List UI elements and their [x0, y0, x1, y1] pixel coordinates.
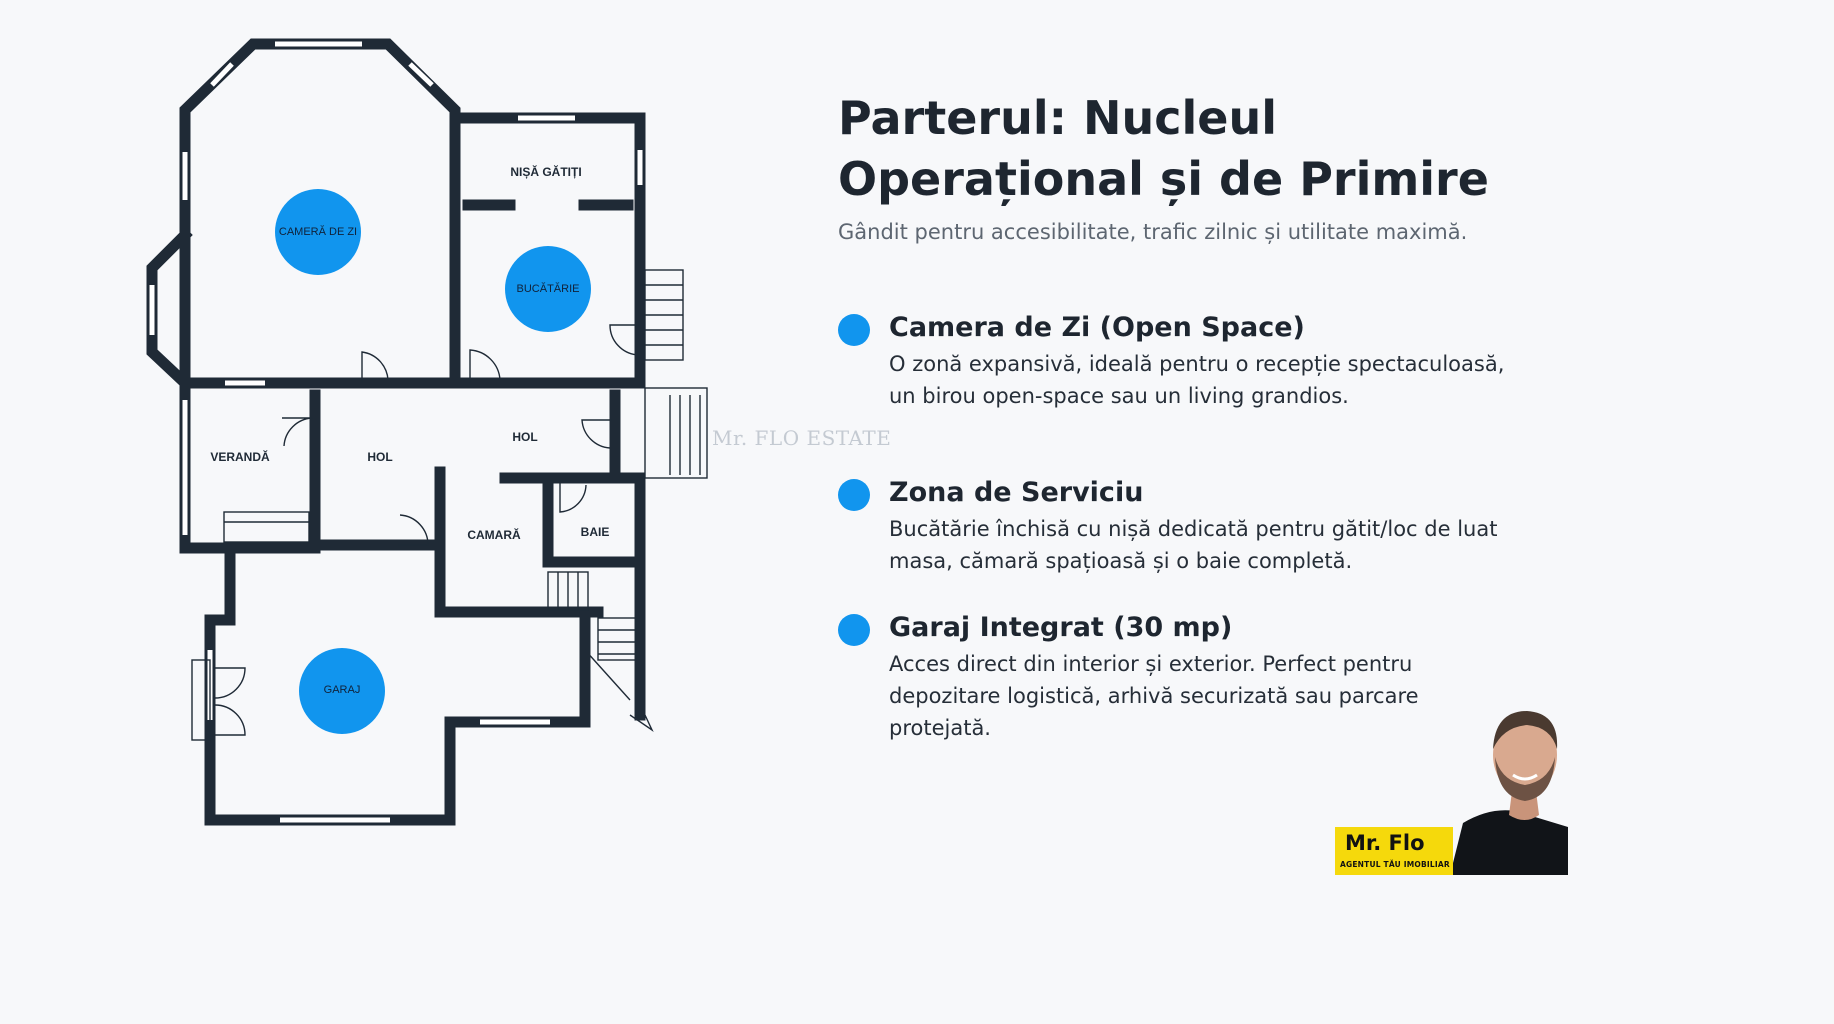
feature-zona-de-serviciu: [838, 475, 1518, 577]
floor-plan-drawing: [0, 0, 760, 875]
subtitle: Gândit pentru accesibilitate, trafic zilnic și utilitate maximă.: [838, 220, 1468, 244]
feature-description: O zonă expansivă, ideală pentru o recepție spectaculoasă, un birou open-space sau un living grandios.: [889, 352, 1505, 408]
door-swing: [560, 483, 586, 512]
wall-hall-outer: [185, 383, 315, 548]
agent-tagline: AGENTUL TĂU IMOBILIAR: [1340, 860, 1450, 869]
feature-title: Zona de Serviciu: [889, 477, 1144, 508]
wall-camara-right: [505, 478, 640, 562]
agent-brand: Mr. Flo: [1345, 831, 1425, 855]
walls: [152, 44, 640, 820]
room-highlights: [275, 189, 591, 734]
stair-landing: [585, 650, 630, 700]
room-label-camara: CAMARĂ: [467, 528, 521, 542]
bullet-dot: [838, 614, 870, 646]
agent-shirt: [1450, 810, 1568, 875]
door-swing: [282, 418, 312, 446]
room-label-hol-2: HOL: [512, 430, 538, 444]
agent-branding: [1335, 705, 1568, 875]
veranda-bench: [224, 512, 309, 542]
room-label-garaj: GARAJ: [323, 684, 361, 696]
room-label-baie: BAIE: [580, 525, 610, 539]
bullet-dot: [838, 479, 870, 511]
feature-camera-de-zi: [838, 310, 1518, 412]
room-label-bucatarie: BUCĂTĂRIE: [516, 283, 580, 295]
wall-garage: [210, 548, 585, 820]
wall-baie: [548, 478, 640, 715]
windows: [152, 44, 640, 820]
room-label-hol: HOL: [367, 450, 393, 464]
content-panel: [838, 88, 1538, 740]
room-label-veranda: VERANDĂ: [210, 450, 270, 464]
page-title: [838, 88, 1538, 210]
room-label-nisa-gatit: NIȘĂ GĂTIȚI: [510, 165, 582, 179]
stair-treads: [598, 630, 636, 654]
stair-hall: [645, 388, 707, 478]
title-line-2: Operațional și de Primire: [838, 152, 1489, 206]
watermark: Mr. FLO ESTATE: [712, 426, 892, 450]
stair-treads: [558, 572, 578, 610]
stairs: [548, 270, 707, 730]
door-swing: [215, 705, 245, 735]
feature-title: Camera de Zi (Open Space): [889, 312, 1305, 343]
door-swing: [215, 668, 245, 698]
feature-description: Acces direct din interior și exterior. Perfect pentru depozitare logistică, arhivă securizată sau parcare protejată.: [889, 652, 1419, 740]
room-label-camera-de-zi: CAMERĂ DE ZI: [278, 226, 358, 238]
bullet-dot: [838, 314, 870, 346]
feature-description: Bucătărie închisă cu nișă dedicată pentru gătit/loc de luat masa, cămară spațioasă și o baie completă.: [889, 517, 1498, 573]
title-line-1: Parterul: Nucleul: [838, 91, 1277, 145]
floor-plan: [0, 0, 760, 875]
wall-camara-top: [440, 472, 598, 612]
stair-treads: [670, 395, 700, 475]
feature-title: Garaj Integrat (30 mp): [889, 612, 1233, 643]
stair-treads: [645, 285, 683, 345]
agent-logo-badge: [1335, 827, 1453, 875]
door-swing: [582, 420, 612, 448]
